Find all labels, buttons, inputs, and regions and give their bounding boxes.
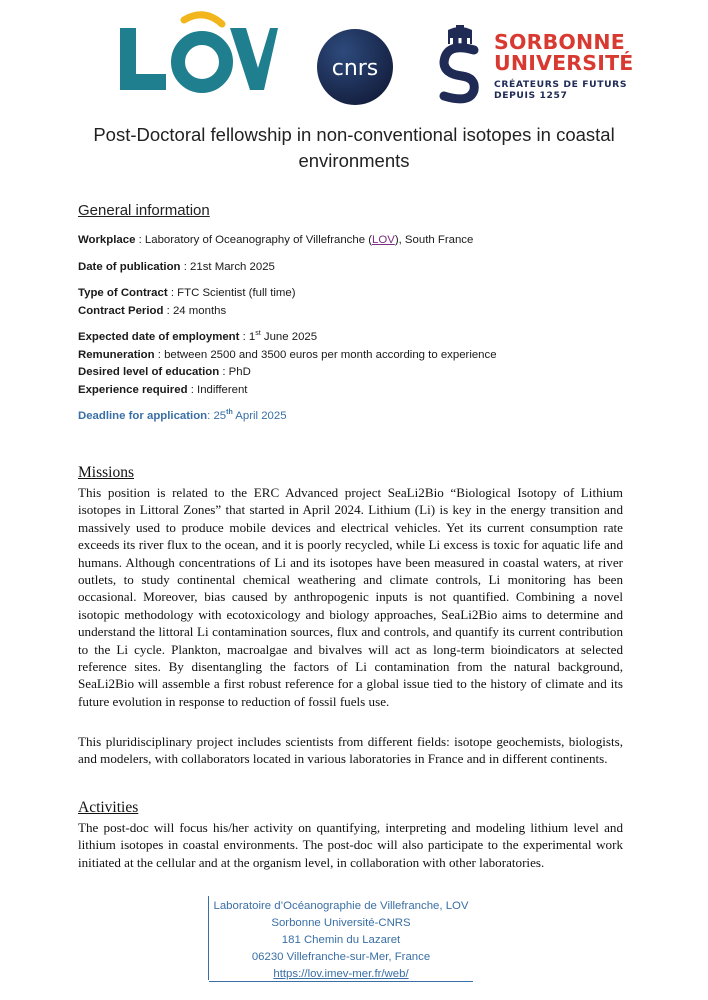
document-title (40, 122, 668, 174)
footer-rule (209, 981, 473, 983)
deadline-row: Deadline for application: 25th April 2025 (78, 409, 287, 422)
address-line-3: 181 Chemin du Lazaret (281, 934, 401, 946)
workplace-row: Workplace : Laboratory of Oceanography of Villefranche (LOV), South France (78, 234, 474, 246)
sorbonne-name-line1: SORBONNE (494, 30, 625, 54)
header-logos (0, 10, 708, 100)
svg-text:cnrs: cnrs (331, 56, 379, 81)
experience-row: Experience required : Indifferent (78, 383, 248, 396)
employment-date-row: Expected date of employment : 1st June 2025 (78, 330, 318, 343)
remuneration-row: Remuneration : between 2500 and 3500 euros per month according to experience (78, 348, 497, 361)
missions-paragraph-2: This pluridisciplinary project includes scientists from different fields: isotope geochemists, biologists, and modelers, with collaborators located in various laboratories in France and in different continents. (78, 734, 623, 767)
sorbonne-logo (434, 24, 634, 106)
address-line-4: 06230 Villefranche-sur-Mer, France (251, 951, 431, 963)
lab-address-footer (208, 896, 473, 980)
contract-type-row: Type of Contract : FTC Scientist (full time) (78, 287, 296, 299)
publication-date-row: Date of publication : 21st March 2025 (78, 260, 275, 273)
general-information-heading: General information (78, 202, 210, 219)
general-information-list (78, 232, 678, 426)
lov-logo (118, 10, 278, 94)
lov-link[interactable]: LOV (372, 234, 395, 246)
contract-period-row: Contract Period : 24 months (78, 304, 227, 317)
activities-paragraph: The post-doc will focus his/her activity on quantifying, interpreting and modeling lithium level and lithium isotopes in coastal environments. The post-doc will also participate to the experimental work initiated at the cellular and at the organism level, in collaboration with other laboratories. (78, 820, 623, 870)
sorbonne-tagline-line1: CRÉATEURS DE FUTURS (494, 79, 628, 90)
address-line-1: Laboratoire d’Océanographie de Villefranche, LOV (213, 900, 469, 912)
sorbonne-tagline-line2: DEPUIS 1257 (494, 90, 568, 101)
lab-website-link[interactable]: https://lov.imev-mer.fr/web/ (273, 968, 409, 980)
cnrs-logo (316, 28, 394, 106)
title-line-1: Post-Doctoral fellowship in non-conventional isotopes in coastal (93, 124, 615, 145)
address-line-2: Sorbonne Université-CNRS (271, 917, 411, 929)
missions-paragraph-1: This position is related to the ERC Advanced project SeaLi2Bio “Biological Isotopy of Lithium isotopes in Littoral Zones” that started in April 2024. Lithium (Li) is key in the energy transition and massively used to produce mobile devices and electrical vehicles. Yet its current consumption rate exceeds its river flux to the ocean, and it is poorly recycled, while Li excess is toxic for aquatic life and humans. Although concentrations of Li and its isotopes have been measured in coastal waters, at river outlets, to study continental chemical weathering and climate controls, Li monitoring has been occasional. Moreover, bias caused by anthropogenic inputs is not quantified. Combining a novel isotopic methodology with ecotoxicology and biology approaches, SeaLi2Bio aims to determine and understand the littoral Li contamination sources, flux and controls, and quantify its current contribution to the Li cycle. Plankton, macroalgae and bivalves will act as long-term bioindicators at selected reference sites. By disentangling the factors of Li contamination from the natural background, SeaLi2Bio will assemble a first robust reference for a global issue tied to the history of climate and its future evolution in response to reduction of fossil fuels use. (78, 485, 623, 709)
sorbonne-name-line2: UNIVERSITÉ (494, 51, 634, 75)
sorbonne-emblem-icon (434, 24, 486, 106)
activities-heading: Activities (78, 799, 139, 816)
missions-heading: Missions (78, 464, 134, 481)
title-line-2: environments (298, 150, 410, 171)
education-row: Desired level of education : PhD (78, 366, 251, 378)
